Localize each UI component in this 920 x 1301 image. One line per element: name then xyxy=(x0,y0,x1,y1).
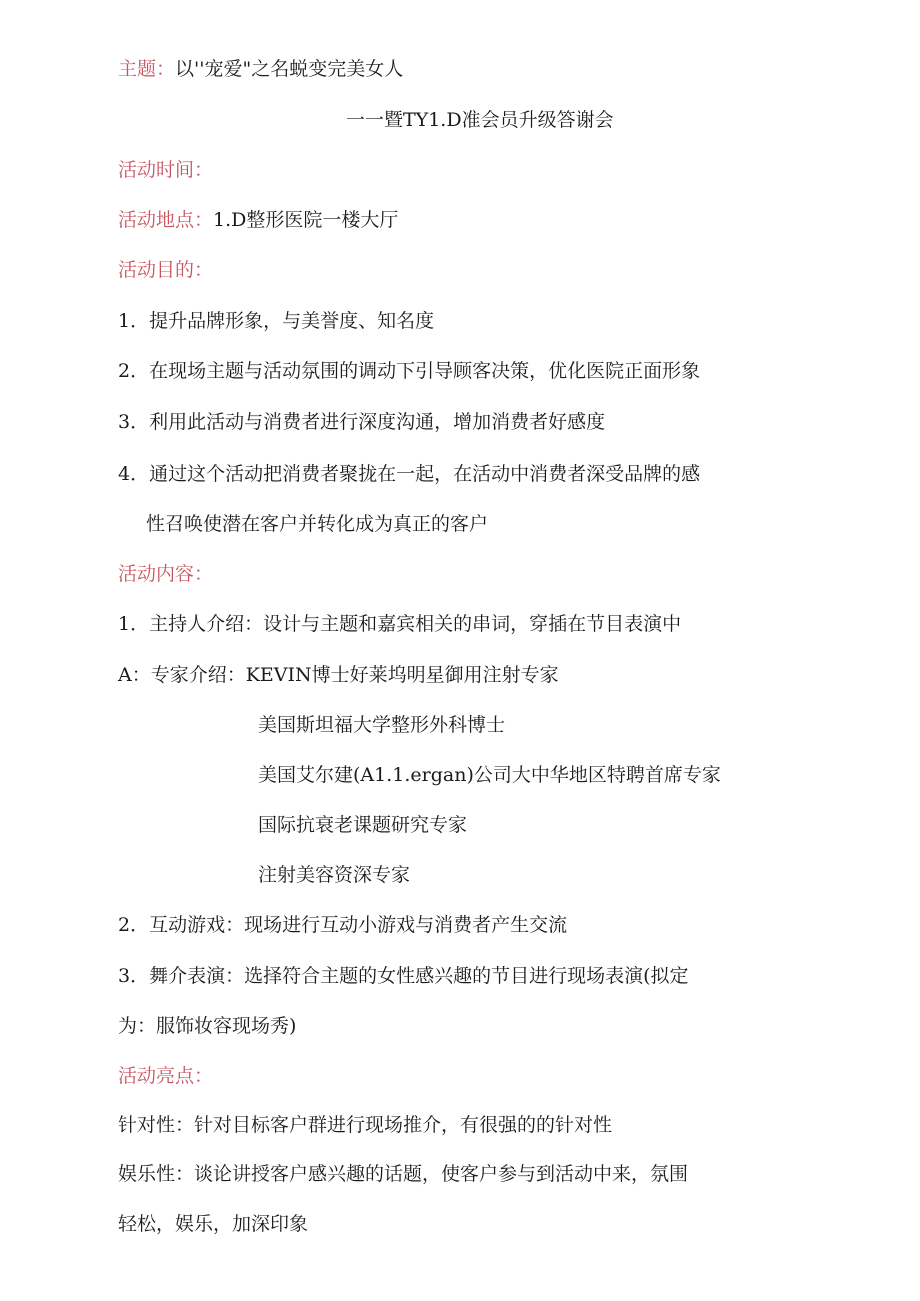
content-item-continuation: 为：服饰妆容现场秀) xyxy=(118,1015,297,1037)
expert-title: 美国斯坦福大学整形外科博士 xyxy=(258,714,506,736)
time-label: 活动时间： xyxy=(118,159,214,181)
content-heading: 活动内容： xyxy=(118,563,214,585)
content-item: 2．互动游戏：现场进行互动小游戏与消费者产生交流 xyxy=(118,914,568,936)
theme-line xyxy=(118,56,403,82)
location-label: 活动地点： xyxy=(118,209,214,231)
purpose-item-continuation: 性召唤使潜在客户并转化成为真正的客户 xyxy=(146,513,489,535)
purpose-item: 4．通过这个活动把消费者聚拢在一起，在活动中消费者深受品牌的感 xyxy=(118,463,701,485)
content-item: 3．舞介表演：选择符合主题的女性感兴趣的节目进行现场表演(拟定 xyxy=(118,965,689,987)
purpose-item: 1．提升品牌形象，与美誉度、知名度 xyxy=(118,310,435,332)
subtitle: 一一暨TY1.D准会员升级答谢会 xyxy=(346,109,614,131)
purpose-heading: 活动目的： xyxy=(118,259,214,281)
theme-label: 主题： xyxy=(118,58,176,80)
expert-title: 美国艾尔建(A1.1.ergan)公司大中华地区特聘首席专家 xyxy=(258,764,721,786)
location-value: 1.D整形医院一楼大厅 xyxy=(213,209,399,231)
theme-text: 以''宠爱"之名蜕变完美女人 xyxy=(175,58,404,80)
location-line xyxy=(118,207,398,233)
expert-title: 注射美容资深专家 xyxy=(258,864,411,886)
time-line xyxy=(118,157,213,183)
highlight-item-continuation: 轻松，娱乐，加深印象 xyxy=(118,1213,309,1235)
content-item: 1．主持人介绍：设计与主题和嘉宾相关的串词，穿插在节目表演中 xyxy=(118,613,682,635)
highlights-heading: 活动亮点： xyxy=(118,1065,214,1087)
purpose-item: 2．在现场主题与活动氛围的调动下引导顾客决策，优化医院正面形象 xyxy=(118,360,701,382)
purpose-item: 3．利用此活动与消费者进行深度沟通，增加消费者好感度 xyxy=(118,411,606,433)
highlight-item: 针对性：针对目标客户群进行现场推介，有很强的的针对性 xyxy=(118,1114,613,1136)
expert-title: 国际抗衰老课题研究专家 xyxy=(258,814,468,836)
expert-intro: A：专家介绍：KEVIN博士好莱坞明星御用注射专家 xyxy=(118,664,559,686)
highlight-item: 娱乐性：谈论讲授客户感兴趣的话题，使客户参与到活动中来，氛围 xyxy=(118,1163,689,1185)
